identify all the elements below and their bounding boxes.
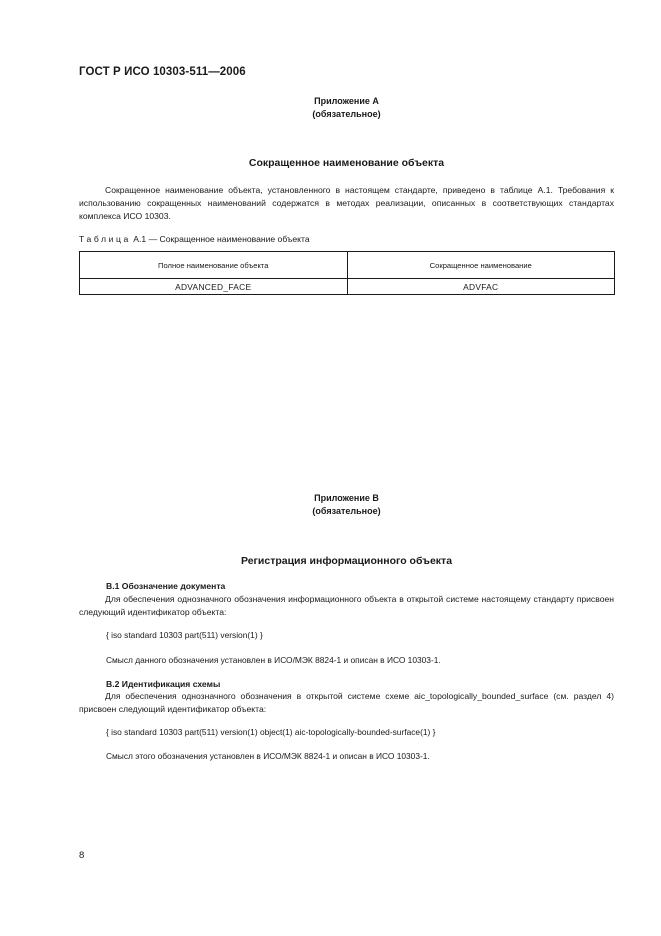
section-b1-identifier: { iso standard 10303 part(511) version(1) } (106, 630, 263, 640)
annex-a-status: (обязательное) (312, 109, 381, 119)
section-b1-paragraph: Для обеспечения однозначного обозначения информационного объекта в открытой системе настоящему стандарту присвоен следующий идентификатор объекта: (79, 594, 614, 617)
section-b2-title: В.2 Идентификация схемы (106, 679, 221, 689)
document-header: ГОСТ Р ИСО 10303-511—2006 (79, 66, 246, 78)
table-caption (79, 234, 310, 244)
table-cell-short-name: ADVFAC (347, 279, 615, 295)
annex-b-status: (обязательное) (312, 506, 381, 516)
page-number: 8 (79, 850, 85, 861)
table-cell-full-name: ADVANCED_FACE (80, 279, 348, 295)
annex-a-paragraph: Сокращенное наименование объекта, установленного в настоящем стандарте, приведено в таблице А.1. Требования к использованию сокращенных наименований содержатся в методах реализации, описанных в соответствующих стандартах комплекса ИСО 10303. (79, 185, 614, 221)
table-header-row (80, 252, 615, 279)
annex-b-title: Регистрация информационного объекта (240, 555, 453, 567)
table-row (80, 279, 615, 295)
table-caption-prefix: Таблица (79, 234, 131, 244)
section-b1-note: Смысл данного обозначения установлен в ИСО/МЭК 8824-1 и описан в ИСО 10303-1. (106, 655, 441, 665)
annex-a-label: Приложение А (314, 96, 379, 106)
section-b1-title: В.1 Обозначение документа (106, 581, 226, 591)
annex-b-label: Приложение В (314, 493, 379, 503)
section-b2-identifier: { iso standard 10303 part(511) version(1) object(1) aic-topologically-bounded-surface(1) } (106, 727, 436, 737)
section-b2-note: Смысл этого обозначения установлен в ИСО/МЭК 8824-1 и описан в ИСО 10303-1. (106, 751, 430, 761)
table-caption-text: А.1 — Сокращенное наименование объекта (130, 234, 310, 244)
section-b2-paragraph: Для обеспечения однозначного обозначения в открытой системе схеме aic_topologically_bounded_surface (см. раздел 4) присвоен следующий идентификатор объекта: (79, 691, 614, 714)
table-header-full-name: Полное наименование объекта (80, 252, 348, 279)
abbreviation-table (79, 251, 615, 295)
table-header-short-name: Сокращенное наименование (347, 252, 615, 279)
annex-a-title: Сокращенное наименование объекта (248, 157, 445, 169)
